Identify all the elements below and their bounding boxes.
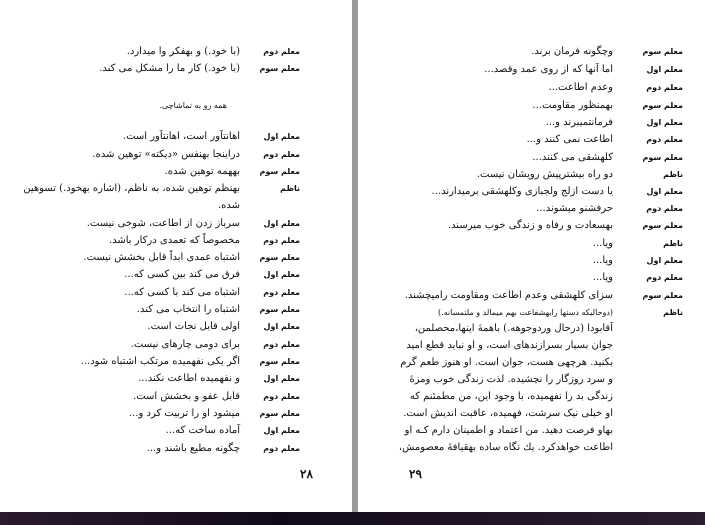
- dialogue-line: اهانتآور است، اهانتآور است.: [122, 131, 240, 142]
- dialogue-line: ویا...: [592, 238, 613, 249]
- right-page: [358, 0, 705, 512]
- dialogue-line: چگونه مطیع باشند و...: [146, 443, 240, 454]
- dialogue-line: میشود او را تربیت کرد و...: [128, 408, 240, 419]
- speaker-label: ناظم: [663, 239, 683, 248]
- dialogue-line: (با خود.) کار ما را مشکل می کند.: [99, 63, 240, 74]
- dialogue-line: و نفهمیده اطاعت نکند...: [138, 373, 240, 384]
- speaker-label: معلم سوم: [642, 47, 683, 56]
- speaker-label: معلم اول: [263, 322, 300, 331]
- dialogue-line: سزای کلهشقی وعدم اطاعت ومقاومت رامیچشند.: [404, 290, 613, 301]
- speaker-label: ناظم: [663, 170, 683, 179]
- speaker-label: معلم دوم: [263, 150, 300, 159]
- speaker-label: معلم سوم: [259, 253, 300, 262]
- speaker-label: معلم سوم: [642, 221, 683, 230]
- speaker-label: معلم دوم: [646, 83, 683, 92]
- dialogue-line: او خیلی نیک سرشت، فهمیده، عاقبت اندیش است.: [403, 408, 613, 419]
- dialogue-line: زندگی بد را نفهمیده، با وجود این، من مطمئنم که: [409, 391, 613, 402]
- speaker-label: معلم سوم: [259, 167, 300, 176]
- dialogue-line: اشتباه می کند با کسی که...: [124, 287, 240, 298]
- dialogue-line: فرق می کند بین کسی که...: [124, 269, 240, 280]
- speaker-label: معلم دوم: [646, 135, 683, 144]
- dialogue-line: اشتباه را انتخاب می کند.: [136, 304, 240, 315]
- speaker-label: معلم اول: [646, 118, 683, 127]
- speaker-label: معلم سوم: [642, 101, 683, 110]
- dialogue-line: سرباز زدن از اطاعت، شوخی نیست.: [86, 218, 240, 229]
- dialogue-line: یا دست ازلج ولجبازی وکلهشقی برمیدارند...: [431, 186, 613, 197]
- dialogue-line: مخصوصاً که تعمدی درکار باشد.: [108, 235, 240, 246]
- dialogue-line: حرفشنو میشوند...: [536, 203, 613, 214]
- speaker-label: معلم سوم: [642, 153, 683, 162]
- dialogue-line: فرمانتمیبرند و...: [545, 117, 613, 128]
- speaker-label: معلم اول: [646, 65, 683, 74]
- dialogue-line: بهاو فرصت دهید. من اعتماد و اطمینان دارم کـه او: [404, 425, 613, 436]
- speaker-label: معلم اول: [263, 219, 300, 228]
- dialogue-line: بههمه توهین شده.: [164, 166, 240, 177]
- speaker-label: معلم دوم: [263, 236, 300, 245]
- speaker-label: معلم سوم: [259, 409, 300, 418]
- dialogue-line: اطاعت نمی کنند و...: [526, 134, 613, 145]
- speaker-label: معلم اول: [263, 426, 300, 435]
- dialogue-line: اطاعت خواهدکرد. یك نگاه ساده بهقیافهٔ معصومش،: [398, 442, 613, 453]
- speaker-label: معلم سوم: [259, 357, 300, 366]
- speaker-label: معلم سوم: [259, 64, 300, 73]
- dialogue-line: اما آنها که از روی عمد وقصد...: [484, 64, 613, 75]
- dialogue-line: بکنید. هرچهی هست، جوان است. او هنوز طعم گرم: [400, 357, 613, 368]
- dialogue-line: بهسعادت و رفاه و زندگی خوب میرسند.: [447, 220, 613, 231]
- dialogue-line: ویا...: [592, 255, 613, 266]
- dialogue-line: دو راه بیشترپیش رویشان نیست.: [476, 169, 613, 180]
- dialogue-line: وعدم اطاعت...: [548, 82, 613, 93]
- dialogue-line: اشتباه عمدی ابداً قابل بخشش نیست.: [83, 252, 240, 263]
- dialogue-line: بهنظم توهین شده، به ناظم، (اشاره بهخود.) تسوهین: [23, 183, 240, 194]
- speaker-label: معلم دوم: [263, 392, 300, 401]
- speaker-label: معلم دوم: [646, 204, 683, 213]
- speaker-label: معلم اول: [646, 187, 683, 196]
- dialogue-line: شده.: [217, 200, 240, 211]
- speaker-label: معلم سوم: [642, 291, 683, 300]
- bottom-edge: [0, 512, 705, 525]
- dialogue-line: اولی قابل نجات است.: [147, 321, 240, 332]
- speaker-label: ناظم: [663, 308, 683, 317]
- dialogue-line: وچگونه فرمان برند.: [531, 46, 613, 57]
- right-page-number: ۲۹: [409, 467, 422, 481]
- speaker-label: معلم اول: [263, 374, 300, 383]
- dialogue-line: ویا...: [592, 272, 613, 283]
- dialogue-line: و سرد روزگار را نچشیده. لذت زندگی خوب ومزهٔ: [409, 374, 613, 385]
- left-page: [0, 0, 352, 512]
- dialogue-line: برای دومی چارهای نیست.: [130, 339, 240, 350]
- speaker-label: ناظم: [280, 184, 300, 193]
- speaker-label: معلم دوم: [263, 340, 300, 349]
- dialogue-line: آماده ساخت که...: [165, 425, 240, 436]
- dialogue-line: آقابودا (درحال وردوجوهه.) باهمهٔ اینها،محصلمن،: [414, 323, 613, 334]
- speaker-label: معلم دوم: [263, 47, 300, 56]
- speaker-label: معلم دوم: [263, 444, 300, 453]
- dialogue-line: قابل عفو و بخشش است.: [133, 391, 240, 402]
- dialogue-line: کلهشقی می کنند...: [532, 152, 613, 163]
- dialogue-line: دراینجا بهنفس «دیکته» توهین شده.: [92, 149, 240, 160]
- speaker-label: معلم اول: [646, 256, 683, 265]
- dialogue-line: جوان بسیار بسرازندهای است، و او نباید قطع امید: [406, 340, 613, 351]
- dialogue-line: بهمنظور مقاومت...: [532, 100, 613, 111]
- speaker-label: معلم اول: [263, 270, 300, 279]
- dialogue-line: اگر یکی نفهمیده مرتکب اشتباه شود...: [80, 356, 240, 367]
- speaker-label: معلم دوم: [646, 273, 683, 282]
- dialogue-line: (دوحالیکه دستها رابهشفاعت بهم میمالد و ملتمسانه.): [437, 308, 613, 317]
- left-page-number: ۲۸: [300, 467, 313, 481]
- speaker-label: معلم سوم: [259, 305, 300, 314]
- dialogue-line: (با خود.) و بهفکر وا میدارد.: [126, 46, 240, 57]
- dialogue-line: همه رو به تماشاچی.: [159, 101, 227, 110]
- speaker-label: معلم دوم: [263, 288, 300, 297]
- speaker-label: معلم اول: [263, 132, 300, 141]
